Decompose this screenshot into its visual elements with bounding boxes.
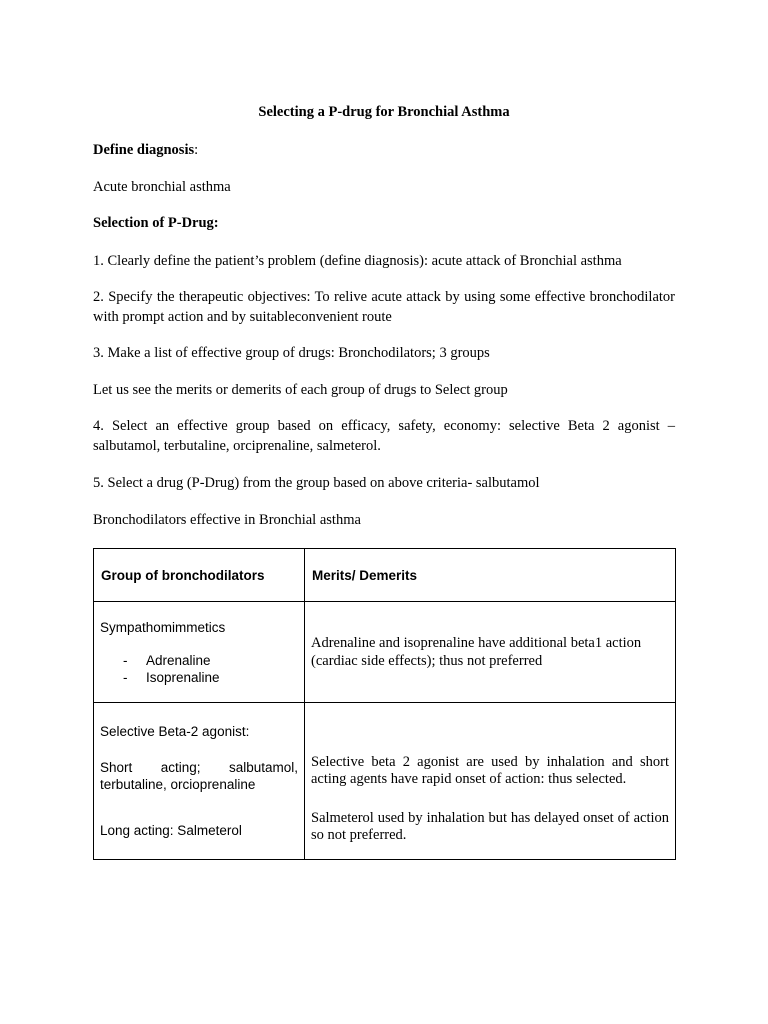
row2-group-name: Selective Beta-2 agonist:: [100, 724, 250, 739]
row2-long-acting: Long acting: Salmeterol: [100, 823, 242, 838]
table-row: [94, 602, 676, 703]
row1-group-block: [94, 602, 304, 686]
step-1: 1. Clearly define the patient’s problem (define diagnosis): acute attack of Bronchial asthma: [93, 253, 622, 269]
bronchodilator-table: [93, 548, 676, 860]
table-row: [94, 703, 676, 860]
row2-merit-block: [305, 703, 675, 844]
row1-merit-cell: [305, 602, 676, 703]
merits-intro: Let us see the merits or demerits of each group of drugs to Select group: [93, 382, 508, 398]
row1-merit-text: Adrenaline and isoprenaline have additional beta1 action (cardiac side effects); thus not preferred: [311, 635, 642, 669]
table-header-row: [94, 549, 676, 602]
row2-short-acting: Short acting; salbutamol, terbutaline, orcioprenaline: [100, 760, 298, 792]
define-diagnosis-colon: :: [194, 142, 199, 158]
list-item: - Isoprenaline: [100, 669, 298, 686]
row2-merit-short: Selective beta 2 agonist are used by inhalation and short acting agents have rapid onset of action: thus selected.: [311, 754, 669, 787]
row2-group-block: [94, 703, 304, 839]
selection-heading: Selection of P-Drug:: [93, 215, 219, 231]
step-2: 2. Specify the therapeutic objectives: To relive acute attack by using some effective bronchodilator with prompt action and by suitableconvenient route: [93, 289, 675, 325]
diagnosis-text: Acute bronchial asthma: [93, 179, 231, 195]
table-caption: Bronchodilators effective in Bronchial asthma: [93, 512, 361, 528]
header-cell-merits: [305, 549, 676, 602]
step-4: 4. Select an effective group based on efficacy, safety, economy: selective Beta 2 agonist – salbutamol, terbutaline, orciprenaline, salmeterol.: [93, 418, 675, 454]
header-group-label: Group of bronchodilators: [101, 567, 265, 583]
page-title: Selecting a P-drug for Bronchial Asthma: [258, 104, 510, 120]
header-merits-label: Merits/ Demerits: [312, 567, 418, 583]
row2-merit-cell: [305, 703, 676, 860]
row2-merit-long: Salmeterol used by inhalation but has delayed onset of action so not preferred.: [311, 810, 669, 843]
define-diagnosis-label: Define diagnosis: [93, 142, 195, 158]
row1-drug-list: [100, 652, 298, 686]
row1-group-cell: [94, 602, 305, 703]
list-item: - Adrenaline: [100, 652, 298, 669]
step-5: 5. Select a drug (P-Drug) from the group based on above criteria- salbutamol: [93, 475, 540, 491]
define-diagnosis-heading: [93, 140, 675, 160]
step-3: 3. Make a list of effective group of drugs: Bronchodilators; 3 groups: [93, 345, 490, 361]
row2-group-cell: [94, 703, 305, 860]
header-cell-group: [94, 549, 305, 602]
row1-group-name: Sympathomimmetics: [100, 620, 226, 635]
